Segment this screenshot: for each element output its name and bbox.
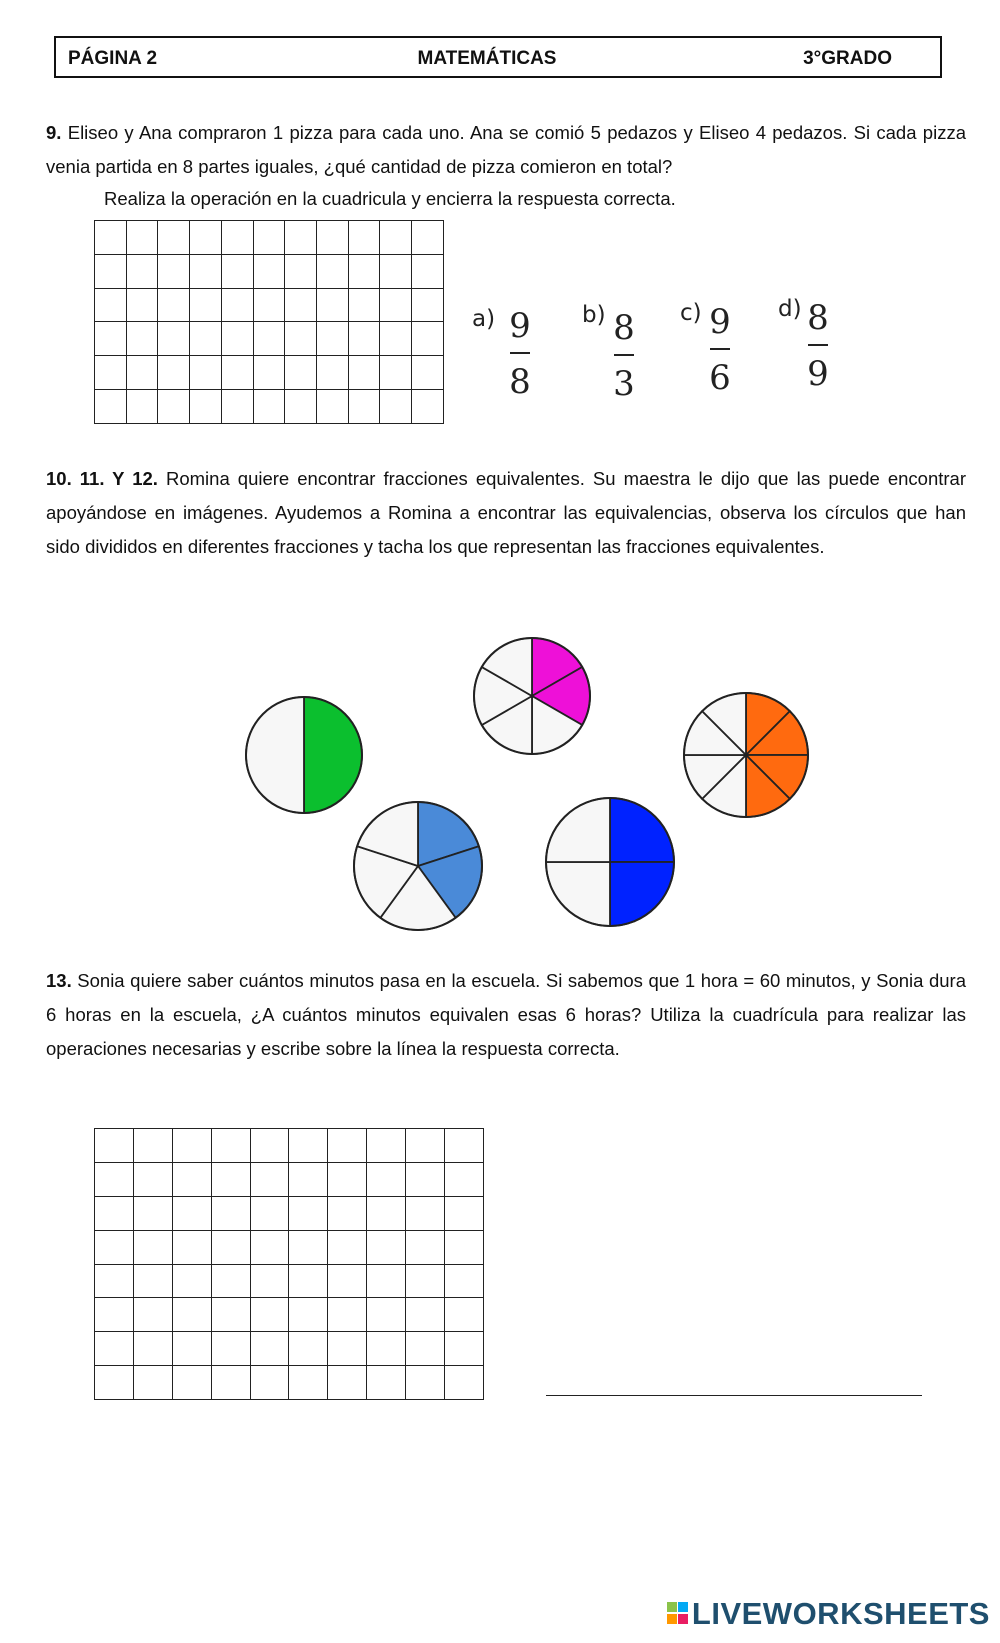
grid-cell[interactable] (406, 1264, 445, 1298)
grid-cell[interactable] (406, 1298, 445, 1332)
grid-cell[interactable] (172, 1129, 211, 1163)
grade-label: 3°GRADO (803, 48, 892, 69)
grid-cell[interactable] (328, 1196, 367, 1230)
grid-cell[interactable] (406, 1129, 445, 1163)
option-a-numerator: 9 (509, 306, 531, 346)
grid-cell[interactable] (250, 1264, 289, 1298)
grid-cell[interactable] (172, 1298, 211, 1332)
grid-cell[interactable] (328, 1298, 367, 1332)
grid-cell[interactable] (367, 1230, 406, 1264)
grid-cell[interactable] (95, 1162, 134, 1196)
grid-cell[interactable] (445, 1196, 484, 1230)
grid-cell[interactable] (172, 1230, 211, 1264)
option-a-label: a) (472, 306, 496, 332)
grid-cell[interactable] (367, 1196, 406, 1230)
grid-cell[interactable] (133, 1162, 172, 1196)
question-10-12-text: Romina quiere encontrar fracciones equivalentes. Su maestra le dijo que las puede encontrar apoyándose en imágenes. Ayudemos a Romina a encontrar las equivalencias, observa los círculos que han sido divididos en diferentes fracciones y tacha los que representan las fracciones equivalentes. (46, 468, 966, 557)
grid-cell[interactable] (211, 1298, 250, 1332)
question-9-text: Eliseo y Ana compraron 1 pizza para cada uno. Ana se comió 5 pedazos y Eliseo 4 pedazos. Si cada pizza venia partida en 8 partes iguales, ¿qué cantidad de pizza comieron en total? (46, 122, 966, 177)
option-b-denominator: 3 (613, 364, 635, 404)
grid-cell[interactable] (406, 1196, 445, 1230)
option-d-denominator: 9 (807, 354, 829, 394)
grid-cell[interactable] (211, 1332, 250, 1366)
shaded-slice (304, 697, 362, 813)
option-b-label: b) (582, 302, 606, 328)
grid-cell[interactable] (328, 1162, 367, 1196)
logo-text: LIVEWORKSHEETS (691, 1596, 990, 1631)
grid-cell[interactable] (328, 1129, 367, 1163)
option-a-denominator: 8 (509, 362, 531, 402)
option-d-numerator: 8 (807, 298, 829, 338)
option-c-denominator: 6 (709, 358, 731, 398)
grid-cell[interactable] (133, 1129, 172, 1163)
grid-cell[interactable] (172, 1332, 211, 1366)
grid-cell[interactable] (445, 1298, 484, 1332)
grid-cell[interactable] (95, 1230, 134, 1264)
grid-cell[interactable] (211, 1366, 250, 1400)
grid-cell[interactable] (250, 1230, 289, 1264)
grid-cell[interactable] (172, 1162, 211, 1196)
grid-cell[interactable] (367, 1162, 406, 1196)
question-13 (46, 964, 966, 1066)
grid-cell[interactable] (289, 1162, 328, 1196)
grid-cell[interactable] (367, 1366, 406, 1400)
option-d-label: d) (778, 296, 802, 322)
grid-cell[interactable] (328, 1366, 367, 1400)
grid-cell[interactable] (289, 1129, 328, 1163)
grid-cell[interactable] (95, 1196, 134, 1230)
grid-cell[interactable] (133, 1230, 172, 1264)
grid-cell[interactable] (406, 1332, 445, 1366)
grid-cell[interactable] (211, 1196, 250, 1230)
grid-cell[interactable] (250, 1162, 289, 1196)
grid-cell[interactable] (95, 1264, 134, 1298)
grid-cell[interactable] (328, 1332, 367, 1366)
grid-cell[interactable] (406, 1230, 445, 1264)
halves-circle[interactable] (246, 697, 362, 813)
grid-cell[interactable] (133, 1196, 172, 1230)
question-9-instruction: Realiza la operación en la cuadricula y encierra la respuesta correcta. (104, 188, 676, 209)
grid-cell[interactable] (211, 1162, 250, 1196)
work-grid-2[interactable] (94, 1128, 484, 1400)
grid-cell[interactable] (367, 1129, 406, 1163)
grid-cell[interactable] (289, 1298, 328, 1332)
option-b-numerator: 8 (613, 308, 635, 348)
grid-cell[interactable] (172, 1196, 211, 1230)
grid-cell[interactable] (406, 1162, 445, 1196)
grid-cell[interactable] (445, 1230, 484, 1264)
grid-cell[interactable] (289, 1230, 328, 1264)
grid-cell[interactable] (250, 1298, 289, 1332)
quarters-circle[interactable] (546, 798, 674, 926)
grid-cell[interactable] (445, 1264, 484, 1298)
grid-cell[interactable] (250, 1366, 289, 1400)
grid-cell[interactable] (367, 1332, 406, 1366)
logo-icon (667, 1602, 689, 1626)
grid-cell[interactable] (95, 1298, 134, 1332)
grid-cell[interactable] (445, 1162, 484, 1196)
grid-cell[interactable] (367, 1264, 406, 1298)
answer-line[interactable] (546, 1395, 922, 1396)
option-c-numerator: 9 (709, 302, 731, 342)
grid-cell[interactable] (367, 1298, 406, 1332)
eighths-circle[interactable] (684, 693, 808, 817)
grid-cell[interactable] (289, 1332, 328, 1366)
grid-cell[interactable] (289, 1366, 328, 1400)
grid-cell[interactable] (95, 1366, 134, 1400)
grid-cell[interactable] (445, 1332, 484, 1366)
grid-cell[interactable] (133, 1332, 172, 1366)
liveworksheets-logo (667, 1596, 990, 1632)
grid-cell[interactable] (328, 1264, 367, 1298)
grid-cell[interactable] (211, 1230, 250, 1264)
page-number: PÁGINA 2 (68, 48, 158, 69)
question-10-12-number: 10. 11. Y 12. (46, 468, 158, 489)
grid-cell[interactable] (133, 1366, 172, 1400)
sixths-circle[interactable] (474, 638, 590, 754)
grid-cell[interactable] (133, 1298, 172, 1332)
question-9-number: 9. (46, 122, 62, 143)
grid-cell[interactable] (211, 1129, 250, 1163)
grid-cell[interactable] (133, 1264, 172, 1298)
grid-cell[interactable] (445, 1129, 484, 1163)
grid-cell[interactable] (172, 1264, 211, 1298)
question-13-text: Sonia quiere saber cuántos minutos pasa en la escuela. Si sabemos que 1 hora = 60 minutos, y Sonia dura 6 horas en la escuela, ¿A cuántos minutos equivalen esas 6 horas? Utiliza la cuadrícula para realizar las operaciones necesarias y escribe sobre la línea la respuesta correcta. (46, 970, 966, 1059)
grid-cell[interactable] (328, 1230, 367, 1264)
grid-cell[interactable] (95, 1129, 134, 1163)
grid-cell[interactable] (250, 1129, 289, 1163)
question-13-number: 13. (46, 970, 72, 991)
grid-cell[interactable] (289, 1196, 328, 1230)
grid-cell[interactable] (289, 1264, 328, 1298)
grid-cell[interactable] (172, 1366, 211, 1400)
grid-cell[interactable] (445, 1366, 484, 1400)
grid-cell[interactable] (211, 1264, 250, 1298)
grid-cell[interactable] (95, 1332, 134, 1366)
grid-cell[interactable] (250, 1332, 289, 1366)
option-c-label: c) (680, 300, 702, 326)
fifths-circle[interactable] (354, 802, 482, 930)
empty-slice (246, 697, 304, 813)
subject-title: MATEMÁTICAS (417, 48, 557, 69)
grid-cell[interactable] (250, 1196, 289, 1230)
grid-cell[interactable] (406, 1366, 445, 1400)
